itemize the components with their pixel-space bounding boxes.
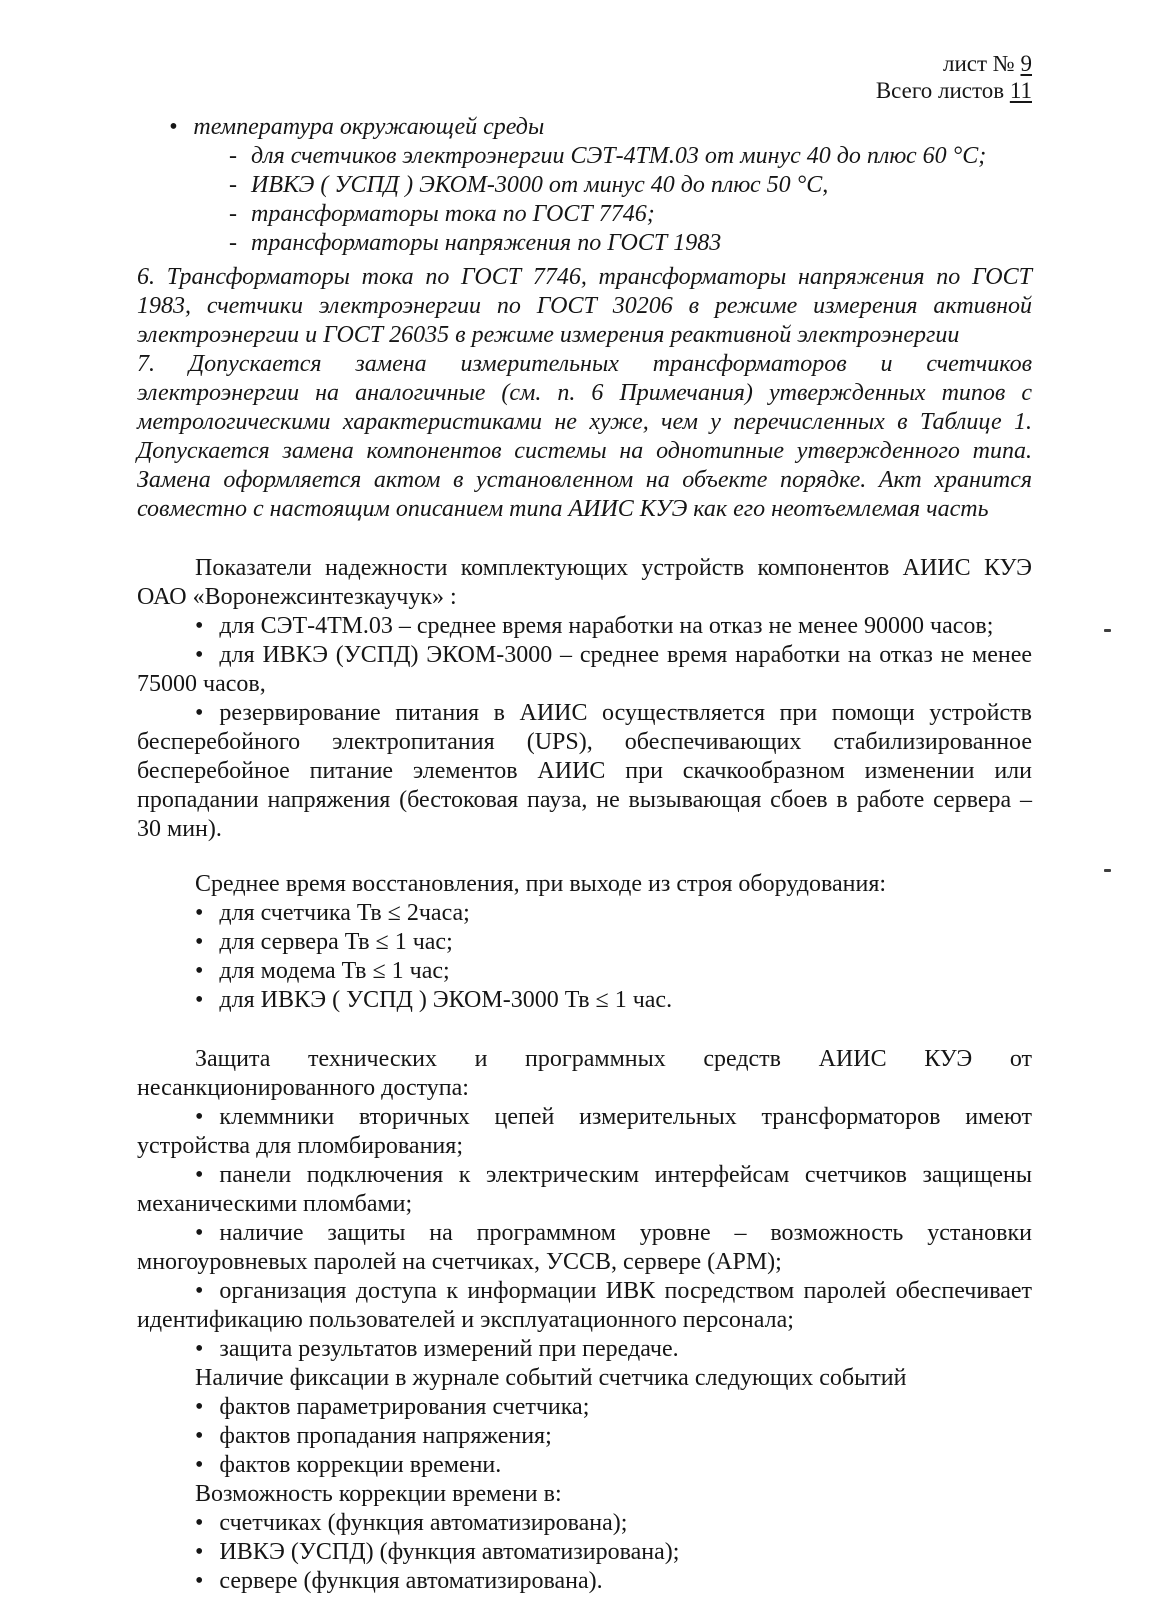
note-paragraph-6: 6. Трансформаторы тока по ГОСТ 7746, трансформаторы напряжения по ГОСТ 1983, счетчики электроэнергии по ГОСТ 30206 в режиме измерения активной электроэнергии и ГОСТ 26035 в режиме измерения реактивной электроэнергии [137, 264, 1032, 348]
scan-artifact [1104, 629, 1111, 632]
recovery-item-text: для модема Тв ≤ 1 час; [219, 958, 450, 984]
protection-item-terminals [137, 1103, 1032, 1161]
env-item-text: трансформаторы тока по ГОСТ 7746; [251, 201, 655, 227]
event-item-time-correction [137, 1451, 1032, 1480]
recovery-item-server [137, 928, 1032, 957]
correction-item-text: ИВКЭ (УСПД) (функция автоматизирована); [219, 1539, 680, 1565]
scan-artifact [1104, 869, 1111, 872]
bullet-marker: • [195, 1162, 204, 1188]
sheet-number-line [137, 50, 1032, 77]
bullet-marker: • [195, 1104, 204, 1130]
env-item-text: ИВКЭ ( УСПД ) ЭКОМ-3000 от минус 40 до плюс 50 °С, [251, 172, 829, 198]
time-correction-title: Возможность коррекции времени в: [195, 1481, 562, 1507]
protection-item-panels [137, 1161, 1032, 1219]
env-conditions-title-text: температура окружающей среды [193, 114, 545, 140]
event-item-parametrization [137, 1393, 1032, 1422]
bullet-marker: • [195, 987, 204, 1013]
reliability-item-text: для СЭТ-4ТМ.03 – среднее время наработки на отказ не менее 90000 часов; [219, 613, 994, 639]
total-sheets-value: 11 [1009, 78, 1032, 103]
sheet-number-value: 9 [1020, 51, 1032, 76]
env-item-text: для счетчиков электроэнергии СЭТ-4ТМ.03 от минус 40 до плюс 60 °С; [251, 143, 987, 169]
dash-marker: - [229, 201, 237, 227]
correction-item-text: счетчиках (функция автоматизирована); [219, 1510, 628, 1536]
dash-marker: - [229, 230, 237, 256]
bullet-marker: • [195, 1220, 204, 1246]
env-item-meters [137, 142, 1032, 171]
reliability-item-set4tm [137, 612, 1032, 641]
reliability-item-ekom [137, 641, 1032, 699]
bullet-marker: • [169, 114, 178, 140]
bullet-marker: • [195, 1452, 204, 1478]
correction-item-server [137, 1567, 1032, 1596]
recovery-item-ivke [137, 986, 1032, 1015]
protection-item-text: клеммники вторичных цепей измерительных трансформаторов имеют устройства для пломбирования; [137, 1104, 1032, 1159]
env-item-ct [137, 200, 1032, 229]
event-item-text: фактов параметрирования счетчика; [219, 1394, 590, 1420]
bullet-marker: • [195, 1278, 204, 1304]
bullet-marker: • [195, 1510, 204, 1536]
bullet-marker: • [195, 1336, 204, 1362]
recovery-item-text: для ИВКЭ ( УСПД ) ЭКОМ-3000 Тв ≤ 1 час. [219, 987, 673, 1013]
event-item-text: фактов коррекции времени. [219, 1452, 502, 1478]
reliability-item-text: резервирование питания в АИИС осуществляется при помощи устройств бесперебойного электропитания (UPS), обеспечивающих стабилизированное бесперебойное питание элементов АИИС при скачкообразном изменении или пропадании напряжения (бестоковая пауза, не вызывающая сбоев в работе сервера – 30 мин). [137, 700, 1032, 842]
protection-item-text: панели подключения к электрическим интерфейсам счетчиков защищены механическими пломбами; [137, 1162, 1032, 1217]
protection-item-passwords [137, 1219, 1032, 1277]
recovery-item-modem [137, 957, 1032, 986]
correction-item-text: сервере (функция автоматизирована). [219, 1568, 603, 1594]
env-item-vt [137, 229, 1032, 258]
protection-item-transfer [137, 1335, 1032, 1364]
protection-item-text: организация доступа к информации ИВК посредством паролей обеспечивает идентификацию пользователей и эксплуатационного персонала; [137, 1278, 1032, 1333]
total-sheets-line [137, 77, 1032, 104]
recovery-item-meter [137, 899, 1032, 928]
bullet-marker: • [195, 1394, 204, 1420]
protection-intro: Защита технических и программных средств АИИС КУЭ от несанкционированного доступа: [137, 1046, 1032, 1101]
bullet-marker: • [195, 958, 204, 984]
protection-item-text: наличие защиты на программном уровне – возможность установки многоуровневых паролей на счетчиках, УССВ, сервере (АРМ); [137, 1220, 1032, 1275]
bullet-marker: • [195, 613, 204, 639]
event-item-text: фактов пропадания напряжения; [219, 1423, 552, 1449]
env-item-text: трансформаторы напряжения по ГОСТ 1983 [251, 230, 722, 256]
correction-item-ivke [137, 1538, 1032, 1567]
bullet-marker: • [195, 1568, 204, 1594]
reliability-intro: Показатели надежности комплектующих устройств компонентов АИИС КУЭ ОАО «Воронежсинтезкаучук» : [137, 555, 1032, 610]
bullet-marker: • [195, 900, 204, 926]
events-log-title: Наличие фиксации в журнале событий счетчика следующих событий [195, 1365, 907, 1391]
protection-item-access [137, 1277, 1032, 1335]
reliability-item-text: для ИВКЭ (УСПД) ЭКОМ-3000 – среднее время наработки на отказ не менее 75000 часов, [137, 642, 1032, 697]
dash-marker: - [229, 143, 237, 169]
bullet-marker: • [195, 642, 204, 668]
note-paragraph-7: 7. Допускается замена измерительных трансформаторов и счетчиков электроэнергии на аналогичные (см. п. 6 Примечания) утвержденных типов с метрологическими характеристиками не хуже, чем у перечисленных в Таблице 1. Допускается замена компонентов системы на однотипные утвержденного типа. Замена оформляется актом в установленном на объекте порядке. Акт хранится совместно с настоящим описанием типа АИИС КУЭ как его неотъемлемая часть [137, 351, 1032, 522]
page-header [137, 50, 1032, 104]
correction-item-meters [137, 1509, 1032, 1538]
dash-marker: - [229, 172, 237, 198]
bullet-marker: • [195, 1539, 204, 1565]
sheet-number-label: лист № [943, 51, 1021, 76]
env-item-ivke [137, 171, 1032, 200]
bullet-marker: • [195, 700, 204, 726]
bullet-marker: • [195, 929, 204, 955]
env-conditions-title [137, 113, 1032, 142]
bullet-marker: • [195, 1423, 204, 1449]
recovery-item-text: для сервера Тв ≤ 1 час; [219, 929, 453, 955]
total-sheets-label: Всего листов [875, 78, 1010, 103]
event-item-voltage-loss [137, 1422, 1032, 1451]
protection-item-text: защита результатов измерений при передаче. [219, 1336, 679, 1362]
recovery-item-text: для счетчика Тв ≤ 2часа; [219, 900, 470, 926]
reliability-item-ups [137, 699, 1032, 844]
recovery-intro: Среднее время восстановления, при выходе из строя оборудования: [195, 871, 887, 897]
